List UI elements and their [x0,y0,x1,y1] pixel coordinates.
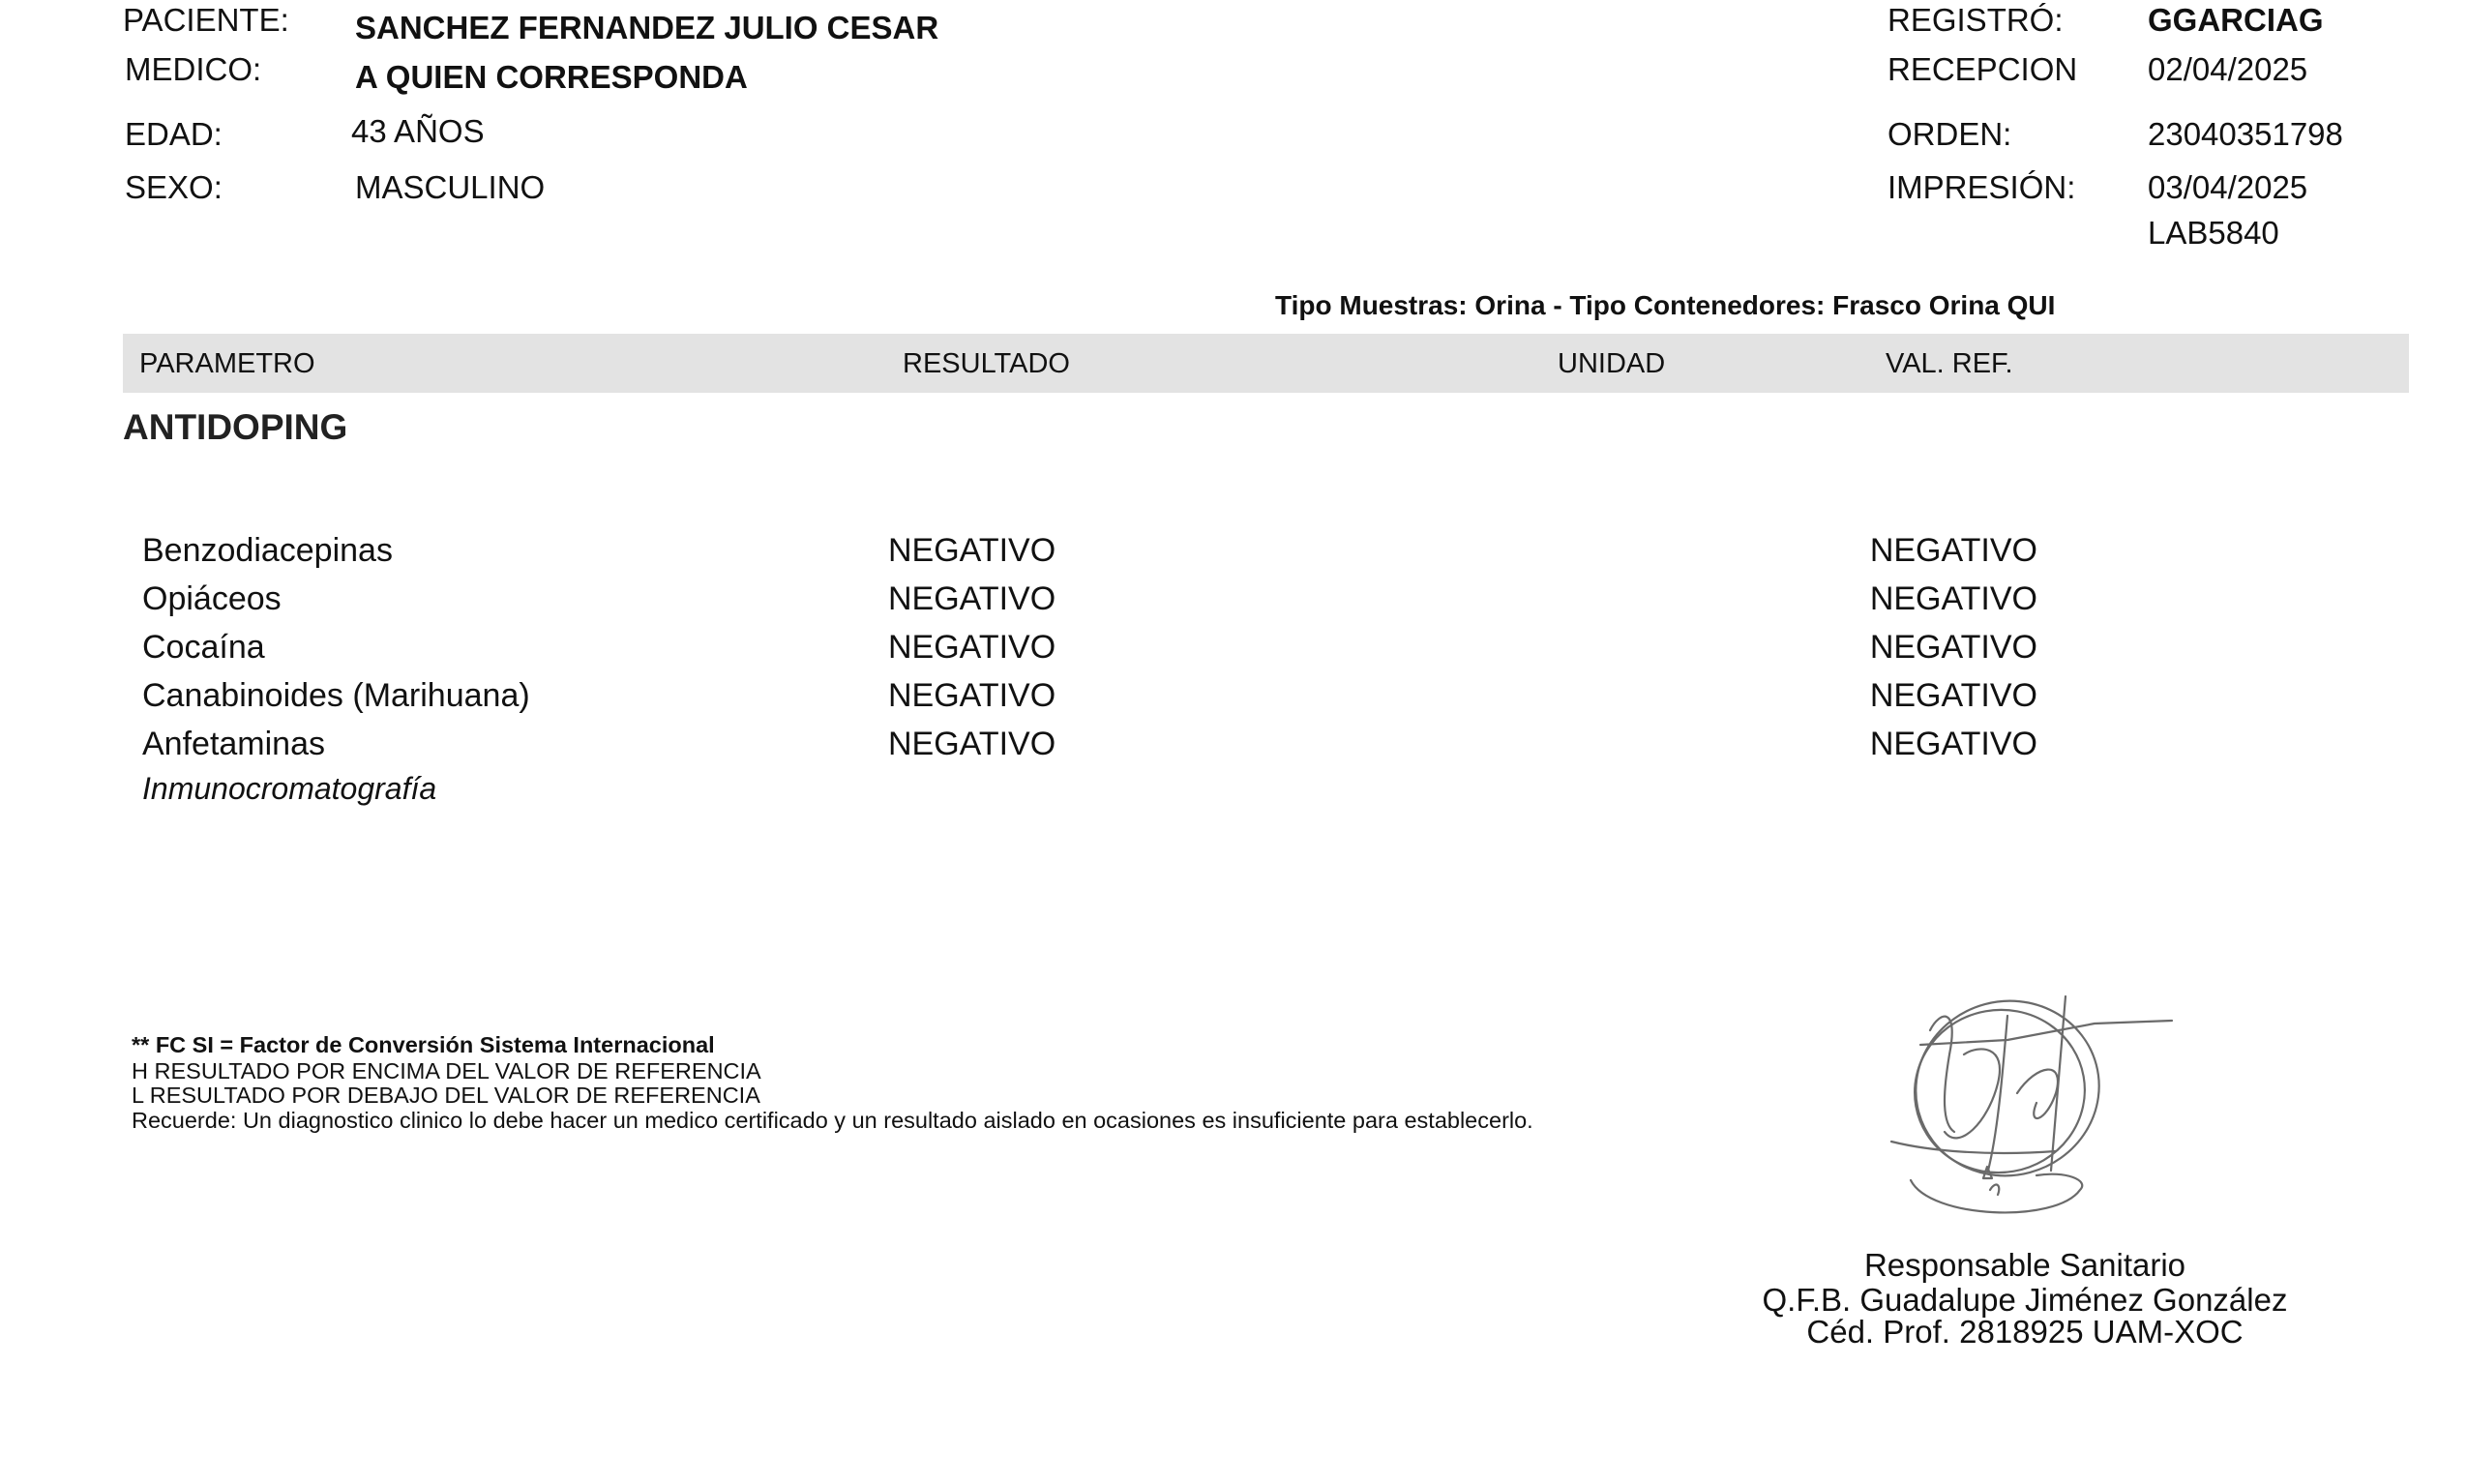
row-val-ref: NEGATIVO [1869,629,2037,666]
note-h-result: H RESULTADO POR ENCIMA DEL VALOR DE REFERENCIA [132,1058,761,1083]
results-table-header [123,334,2409,393]
signature-title: Responsable Sanitario [1863,1247,2186,1283]
row-resultado: NEGATIVO [888,726,1056,762]
row-parametro: Opiáceos [142,580,282,617]
header-unidad: UNIDAD [1558,348,1666,379]
row-val-ref: NEGATIVO [1869,726,2037,762]
paciente-value: SANCHEZ FERNANDEZ JULIO CESAR [355,10,939,45]
header-resultado: RESULTADO [903,348,1070,379]
row-val-ref: NEGATIVO [1869,677,2037,714]
section-title: ANTIDOPING [123,407,348,447]
row-resultado: NEGATIVO [888,580,1056,617]
sexo-label: SEXO: [125,169,223,205]
header-parametro: PARAMETRO [139,348,315,379]
medico-value: A QUIEN CORRESPONDA [355,59,748,95]
row-resultado: NEGATIVO [888,677,1056,714]
lab-code: LAB5840 [2148,215,2279,251]
registro-value: GGARCIAG [2148,2,2324,38]
row-val-ref: NEGATIVO [1869,532,2037,569]
row-parametro: Cocaína [142,629,265,666]
edad-value: 43 AÑOS [351,113,485,149]
method-text: Inmunocromatografía [142,771,437,806]
handwritten-signature [1872,987,2191,1229]
orden-label: ORDEN: [1887,116,2012,152]
medico-label: MEDICO: [125,51,262,87]
row-resultado: NEGATIVO [888,532,1056,569]
recepcion-label: RECEPCION [1887,51,2078,87]
sample-info: Tipo Muestras: Orina - Tipo Contenedores: Frasco Orina QUI [1275,290,2056,320]
note-fc-si: ** FC SI = Factor de Conversión Sistema Internacional [132,1032,715,1057]
signature-cedula: Céd. Prof. 2818925 UAM-XOC [1806,1314,2244,1350]
note-disclaimer: Recuerde: Un diagnostico clinico lo debe hacer un medico certificado y un resultado aislado en ocasiones es insuficiente para establecerlo. [132,1108,1533,1133]
paciente-label: PACIENTE: [123,2,289,38]
row-val-ref: NEGATIVO [1869,580,2037,617]
header-val-ref: VAL. REF. [1886,348,2013,379]
row-parametro: Anfetaminas [142,726,325,762]
row-resultado: NEGATIVO [888,629,1056,666]
orden-value: 23040351798 [2148,116,2343,152]
impresion-label: IMPRESIÓN: [1887,169,2076,205]
impresion-value: 03/04/2025 [2148,169,2308,205]
recepcion-value: 02/04/2025 [2148,51,2308,87]
sexo-value: MASCULINO [355,169,546,205]
registro-label: REGISTRÓ: [1887,2,2064,38]
note-l-result: L RESULTADO POR DEBAJO DEL VALOR DE REFERENCIA [132,1083,760,1108]
row-parametro: Benzodiacepinas [142,532,393,569]
signature-name: Q.F.B. Guadalupe Jiménez González [1762,1282,2288,1318]
edad-label: EDAD: [125,116,223,152]
row-parametro: Canabinoides (Marihuana) [142,677,530,714]
